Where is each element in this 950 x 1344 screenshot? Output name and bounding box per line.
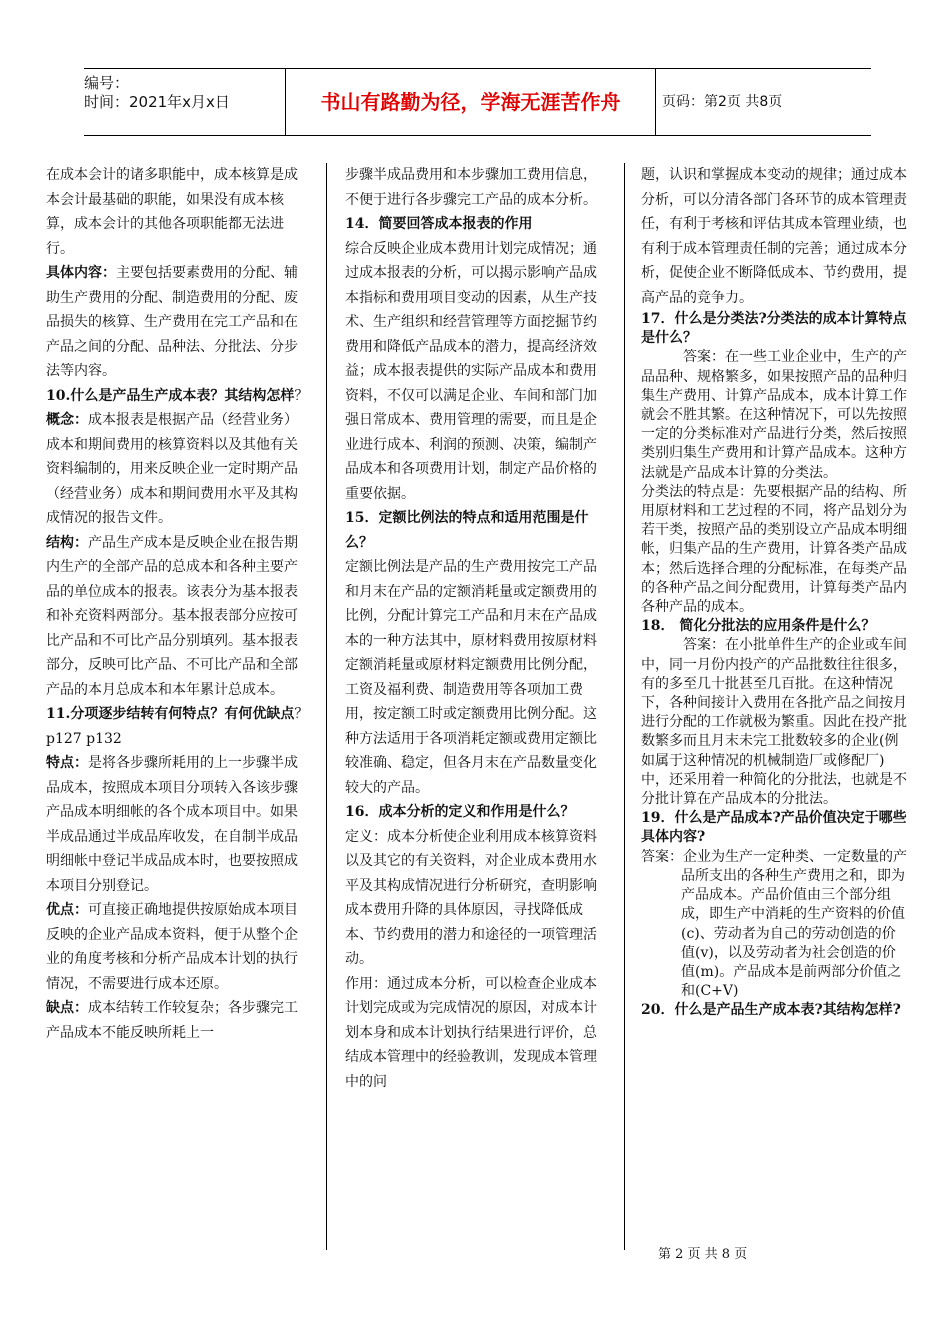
text: ？p127 p132	[46, 706, 309, 747]
text: 是将各步骤所耗用的上一步骤半成品成本，按照成本项目分项转入各该步骤产品成本明细帐的各个成本项目中。如果半成品通过半成品库收发，在自制半成品明细帐中登记半成品成本时，也要按照成本项目分别登记。	[46, 755, 298, 894]
paragraph: 定额比例法是产品的生产费用按完工产品和月末在产品的定额消耗量或定额费用的比例，分配计算完工产品和月末在产品成本的一种方法其中，原材料费用按原材料定额消耗量或原材料定额费用比例分配，工资及福利费、制造费用等各项加工费用，按定额工时或定额费用比例分配。这种方法适用于各项消耗定额或费用定额比较准确、稳定，但各月末在产品数量变化较大的产品。	[345, 559, 597, 796]
header-motto: 书山有路勤为径，学海无涯苦作舟	[285, 69, 656, 135]
column-1	[46, 163, 309, 1045]
question: 11.分项逐步结转有何特点？有何优缺点	[46, 706, 295, 722]
column-divider	[624, 163, 625, 1250]
column-3	[641, 163, 907, 1021]
paragraph	[46, 261, 309, 384]
question-heading: 20．什么是产品生产成本表?其结构怎样?	[641, 1002, 901, 1019]
answer: 分类法的特点是：先要根据产品的结构、所用原材料和工艺过程的不同，将产品划分为若干类，按照产品的类别设立产品成本明细帐，归集产品的生产费用，计算各类产品成本；然后选择合理的分配标准，在每类产品的各种产品之间分配费用，计算每类产品内各种产品的成本。	[641, 483, 907, 616]
text: 成本结转工作较复杂；各步骤完工产品成本不能反映所耗上一	[46, 1000, 298, 1041]
paragraph: 综合反映企业成本费用计划完成情况；通过成本报表的分析，可以揭示影响产品成本指标和费用项目变动的因素，从生产技术、生产组织和经营管理等方面挖掘节约费用和降低产品成本的潜力，提高经济效益；成本报表提供的实际产品成本和费用资料，不仅可以满足企业、车间和部门加强日常成本、费用管理的需要，而且是企业进行成本、利润的预测、决策，编制产品成本和各项费用计划，制定产品价格的重要依据。	[345, 240, 597, 502]
text: 主要包括要素费用的分配、辅助生产费用的分配、制造费用的分配、废品损失的核算、生产费用在完工产品和在产品之间的分配、品种法、分批法、分步法等内容。	[46, 265, 298, 379]
paragraph: 步骤半成品费用和本步骤加工费用信息，不便于进行各步骤完工产品的成本分析。	[345, 167, 597, 208]
answer: 答案：在一些工业企业中，生产的产品品种、规格繁多，如果按照产品的品种归集生产费用、计算产品成本，成本计算工作就会不胜其繁。在这种情况下，可以先按照一定的分类标准对产品进行分类，然后按照类别归集生产费用和计算产品成本。这种方法就是产品成本计算的分类法。	[641, 349, 907, 481]
column-divider	[326, 163, 327, 1250]
label: 优点：	[46, 902, 88, 918]
label: 缺点：	[46, 1000, 88, 1016]
page-footer: 第 2 页 共 8 页	[658, 1247, 748, 1262]
question-heading	[46, 384, 309, 409]
question-heading	[46, 702, 309, 751]
question-heading: 17．什么是分类法?分类法的成本计算特点是什么？	[641, 311, 907, 347]
label: 概念：	[46, 412, 88, 428]
question-heading: 14．简要回答成本报表的作用	[345, 216, 533, 232]
header-page-number: 页码：第2页 共8页	[662, 94, 783, 110]
question: 10.什么是产品生产成本表？其结构怎样	[46, 387, 295, 404]
paragraph	[46, 408, 309, 531]
paragraph	[46, 996, 309, 1045]
paragraph: 定义：成本分析使企业利用成本核算资料以及其它的有关资料，对企业成本费用水平及其构成情况进行分析研究，查明影响成本费用升降的具体原因，寻找降低成本、节约费用的潜力和途径的一项管理活动。	[345, 828, 597, 967]
answer: 答案：企业为生产一定种类、一定数量的产品所支出的各种生产费用之和，即为产品成本。产品价值由三个部分组成，即生产中消耗的生产资料的价值(c)、劳动者为自己的劳动创造的价值(v)，以及劳动者为社会创造的价值(m)。产品成本是前两部分价值之和(C+V)	[641, 848, 907, 1000]
text: 产品生产成本是反映企业在报告期内生产的全部产品的总成本和各种主要产品的单位成本的报表。该表分为基本报表和补充资料两部分。基本报表部分应按可比产品和不可比产品分别填列。基本报表部分，反映可比产品、不可比产品和全部产品的本月总成本和本年累计总成本。	[46, 534, 298, 698]
paragraph: 作用：通过成本分析，可以检查企业成本计划完成或为完成情况的原因，对成本计划本身和成本计划执行结果进行评价，总结成本管理中的经验教训，发现成本管理中的问	[345, 975, 597, 1090]
paragraph	[46, 531, 309, 703]
column-2	[345, 163, 608, 1094]
paragraph	[46, 898, 309, 996]
text: 成本报表是根据产品（经营业务）成本和期间费用的核算资料以及其他有关资料编制的，用来反映企业一定时期产品（经营业务）成本和期间费用水平及其构成情况的报告文件。	[46, 412, 298, 526]
text: ？	[294, 387, 309, 404]
answer: 答案：在小批单件生产的企业或车间中，同一月份内投产的产品批数往往很多，有的多至几十批甚至几百批。在这种情况下，各种间接计入费用在各批产品之间按月进行分配的工作就极为繁重。因此在投产批数繁多而且月末未完工批数较多的企业(例如属于这种情况的机械制造厂或修配厂)中，还采用着一种简化的分批法，也就是不分批计算在产品成本的分批法。	[641, 637, 907, 808]
paragraph	[46, 751, 309, 898]
page-header	[84, 68, 871, 136]
label: 结构：	[46, 534, 88, 551]
document-number: 编号：	[84, 74, 130, 92]
header-meta	[84, 69, 284, 140]
paragraph: 题，认识和掌握成本变动的规律；通过成本分析，可以分清各部门各环节的成本管理责任，有利于考核和评估其成本管理业绩，也有利于成本管理责任制的完善；通过成本分析，促使企业不断降低成本、节约费用，提高产品的竞争力。	[641, 167, 907, 306]
paragraph: 在成本会计的诸多职能中，成本核算是成本会计最基础的职能，如果没有成本核算，成本会计的其他各项职能都无法进行。	[46, 167, 298, 257]
question-heading: 16．成本分析的定义和作用是什么？	[345, 804, 575, 820]
text: 可直接正确地提供按原始成本项目反映的企业产品成本资料，便于从整个企业的角度考核和分析产品成本计划的执行情况，不需要进行成本还原。	[46, 902, 298, 992]
document-time: 时间：2021年x月x日	[84, 93, 230, 111]
label: 具体内容：	[46, 265, 116, 281]
question-heading: 18． 简化分批法的应用条件是什么？	[641, 618, 876, 635]
question-heading: 19．什么是产品成本?产品价值决定于哪些具体内容?	[641, 810, 907, 846]
question-heading: 15．定额比例法的特点和适用范围是什么？	[345, 510, 589, 551]
label: 特点：	[46, 755, 88, 771]
